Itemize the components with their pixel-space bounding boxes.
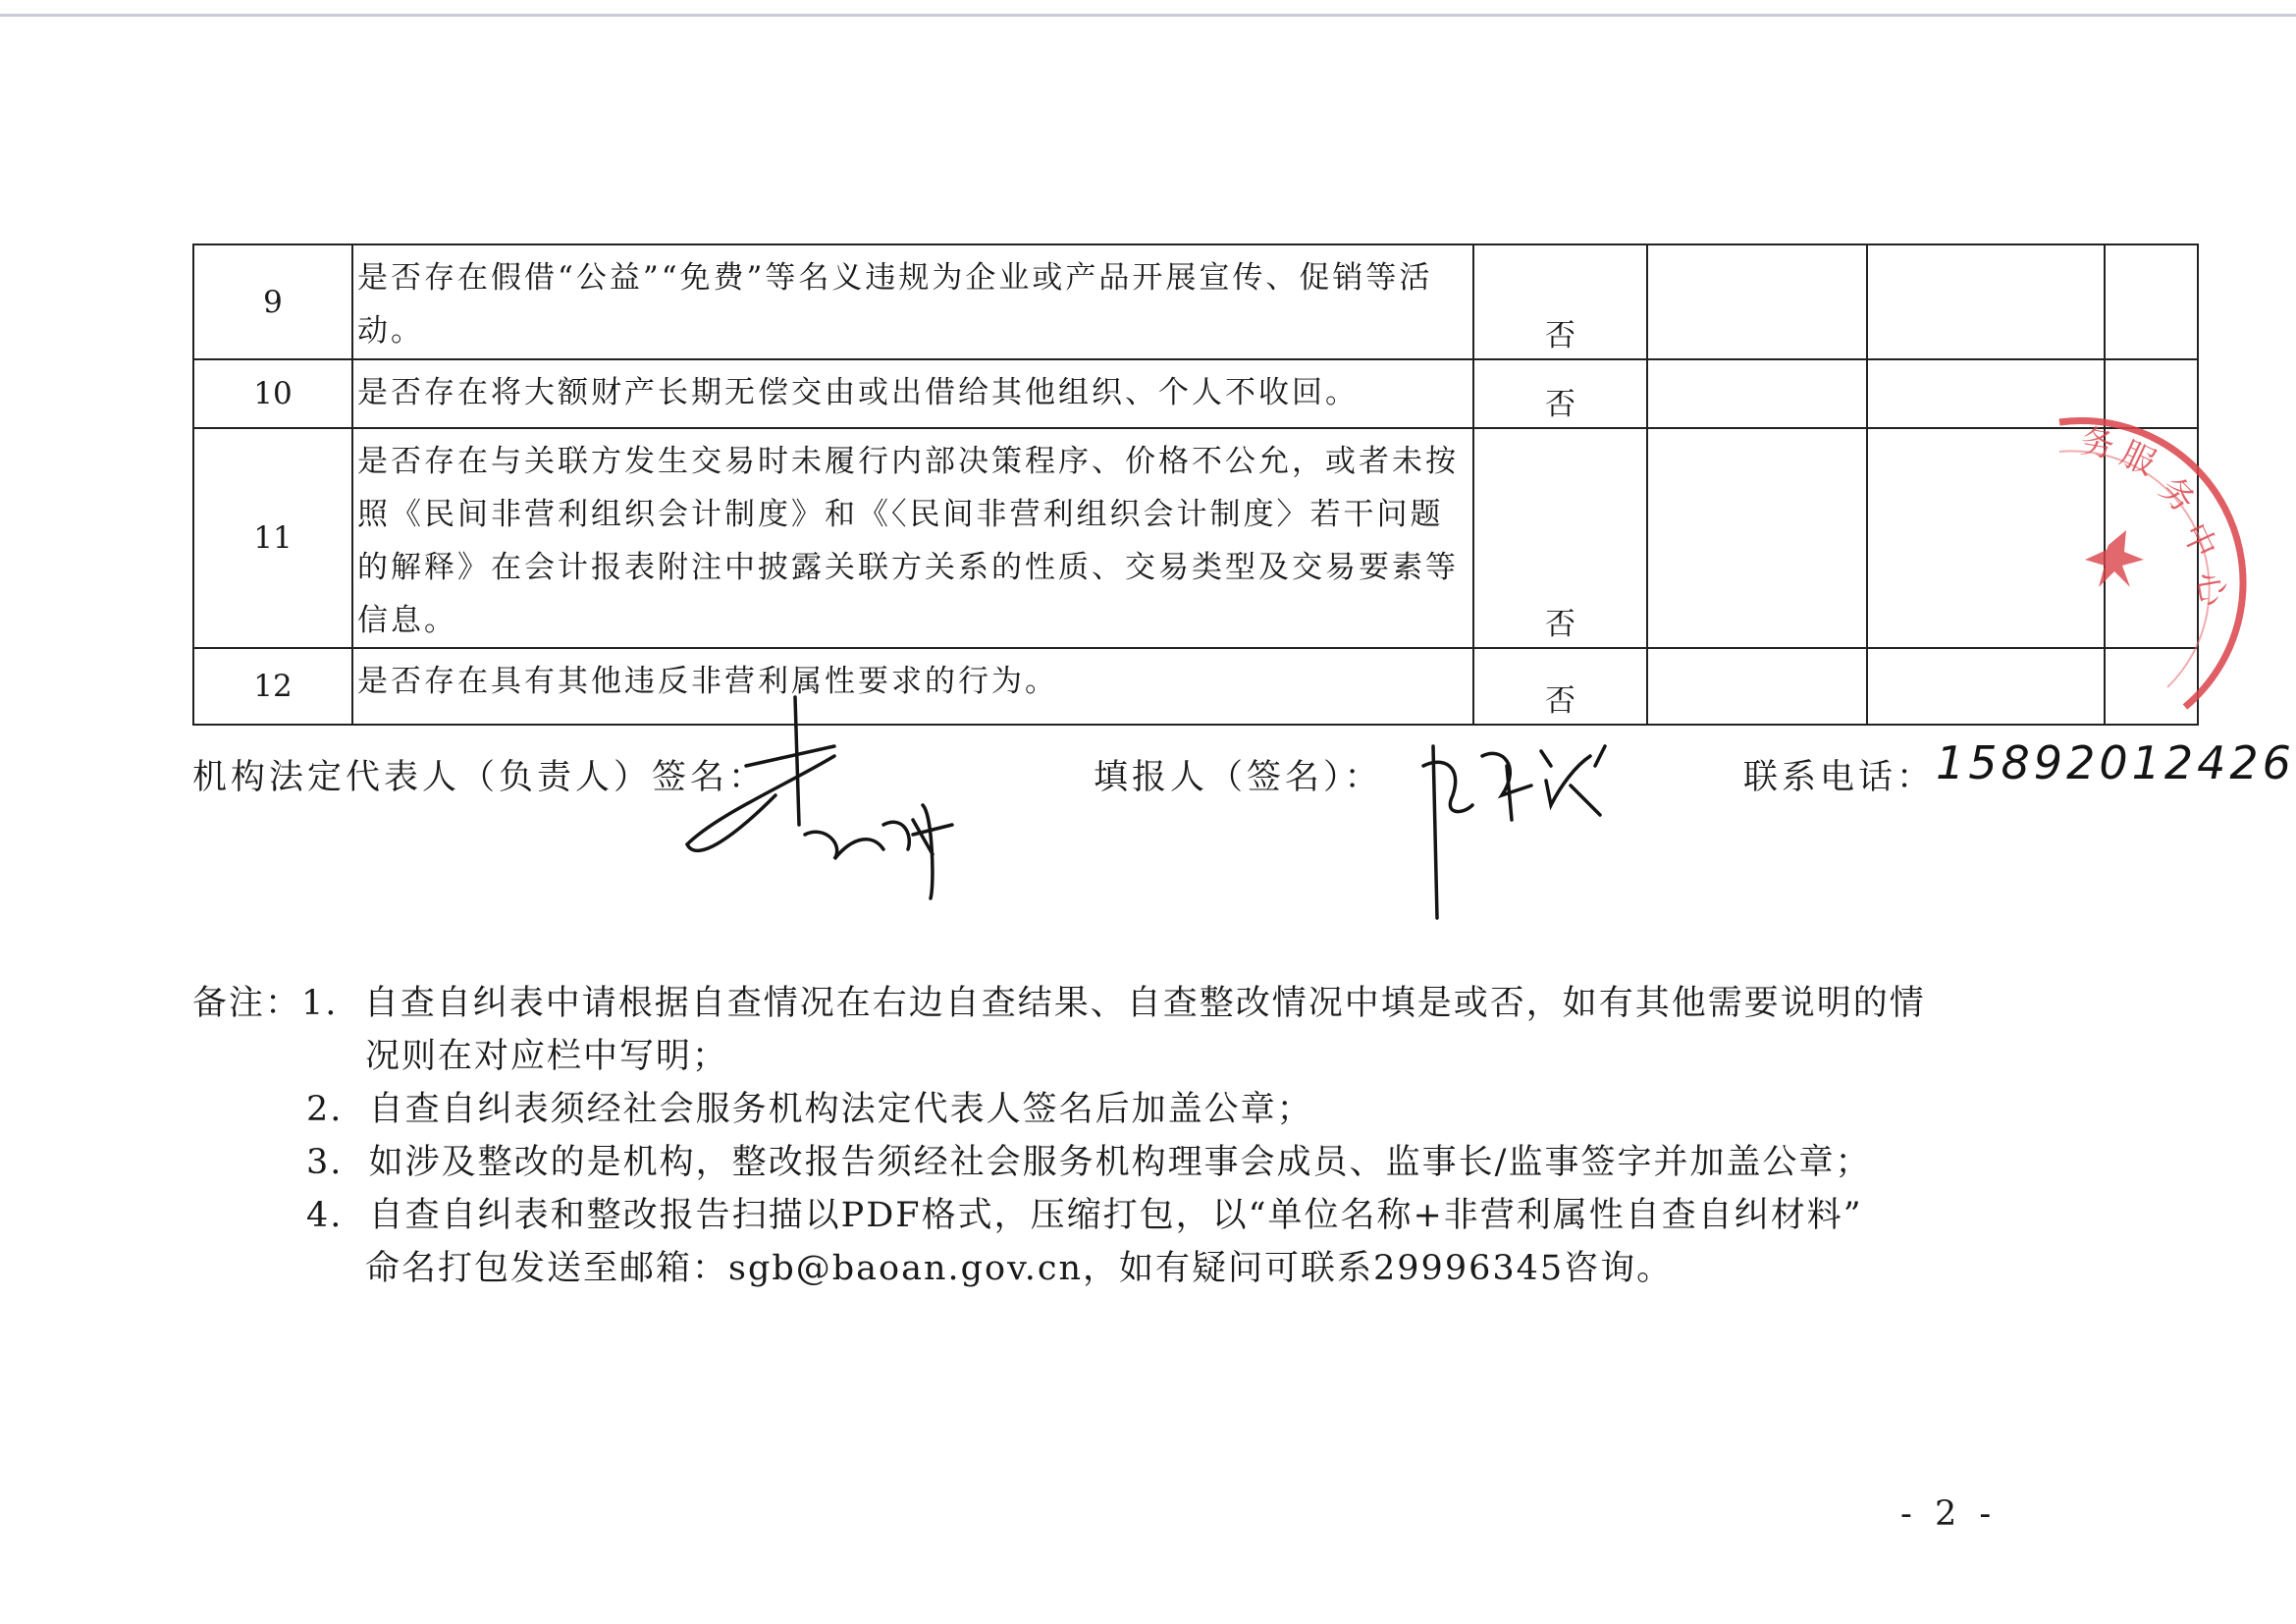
note-3 <box>192 1136 1926 1189</box>
svg-text:中: 中 <box>2173 516 2224 565</box>
row-result: 否 <box>1473 648 1647 725</box>
svg-text:服: 服 <box>2114 433 2162 484</box>
table-row <box>193 428 2198 648</box>
note-number: 2. <box>306 1090 344 1129</box>
note-text: 自查自纠表和整改报告扫描以PDF格式，压缩打包，以“单位名称+非营利属性自查自纠材料” <box>368 1196 1863 1235</box>
note-number: 3. <box>306 1143 344 1182</box>
filler-handwritten-signature <box>1404 727 1639 923</box>
rectify-cell <box>1647 648 1867 725</box>
legal-rep-handwritten-signature <box>677 687 972 913</box>
note-number: 4. <box>306 1196 344 1235</box>
note-4-line-1 <box>192 1189 1926 1242</box>
svg-text:务: 务 <box>2151 469 2203 521</box>
note-2 <box>192 1083 1926 1136</box>
row-number: 10 <box>193 359 352 428</box>
row-result: 否 <box>1473 359 1647 428</box>
page-number: - 2 - <box>1900 1494 1998 1534</box>
self-check-table <box>192 244 2199 726</box>
phone-label: 联系电话： <box>1743 758 1936 797</box>
row-number: 12 <box>193 648 352 725</box>
table-row <box>193 244 2198 359</box>
notes-block <box>192 977 1926 1295</box>
note-text: 自查自纠表中请根据自查情况在右边自查结果、自查整改情况中填是或否，如有其他需要说明的情 <box>363 984 1926 1023</box>
row-result: 否 <box>1473 244 1647 359</box>
row-question: 是否存在与关联方发生交易时未履行内部决策程序、价格不公允，或者未按照《民间非营利组织会计制度》和《〈民间非营利组织会计制度〉若干问题的解释》在会计报表附注中披露关联方关系的性质、交易类型及交易要素等信息。 <box>352 428 1473 648</box>
legal-rep-signature-label: 机构法定代表人（负责人）签名： <box>192 758 768 797</box>
svg-text:心: 心 <box>2188 568 2233 610</box>
note-number: 1. <box>301 984 339 1023</box>
rectify-cell <box>1647 428 1867 648</box>
phone-handwritten-value: 15892012426 <box>1936 736 2295 789</box>
table-row <box>193 359 2198 428</box>
note-1-line-1 <box>192 977 1926 1030</box>
row-question: 是否存在具有其他违反非营利属性要求的行为。 <box>352 648 1473 725</box>
extra-cell <box>2105 244 2198 359</box>
row-number: 11 <box>193 428 352 648</box>
remark-cell <box>1867 244 2105 359</box>
row-question: 是否存在假借“公益”“免费”等名义违规为企业或产品开展宣传、促销等活动。 <box>352 244 1473 359</box>
scan-top-edge <box>0 14 2296 17</box>
rectify-cell <box>1647 244 1867 359</box>
official-seal-stamp <box>2020 393 2275 717</box>
note-4-line-2: 命名打包发送至邮箱：sgb@baoan.gov.cn，如有疑问可联系29996345咨询。 <box>365 1249 1674 1288</box>
row-number: 9 <box>193 244 352 359</box>
note-1-line-2: 况则在对应栏中写明； <box>365 1037 729 1076</box>
note-text: 如涉及整改的是机构，整改报告须经社会服务机构理事会成员、监事长/监事签字并加盖公章； <box>368 1143 1872 1182</box>
row-result: 否 <box>1473 428 1647 648</box>
note-text: 自查自纠表须经社会服务机构法定代表人签名后加盖公章； <box>368 1090 1313 1129</box>
svg-text:务: 务 <box>2077 421 2117 466</box>
rectify-cell <box>1647 359 1867 428</box>
table-row <box>193 648 2198 725</box>
notes-prefix: 备注： <box>192 984 302 1023</box>
filler-signature-label: 填报人（签名）： <box>1094 758 1383 797</box>
row-question: 是否存在将大额财产长期无偿交由或出借给其他组织、个人不收回。 <box>352 359 1473 428</box>
